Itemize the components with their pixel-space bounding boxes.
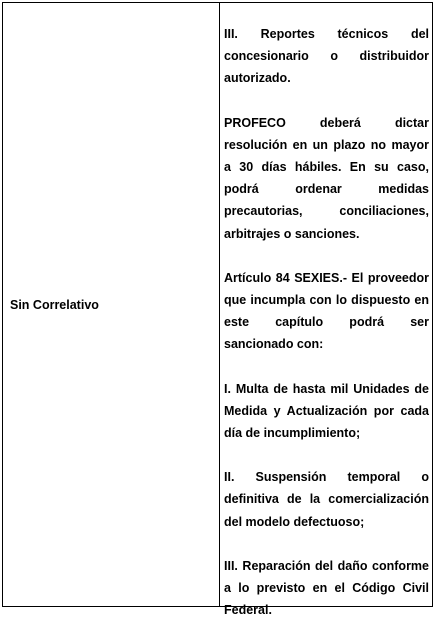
paragraph-multa: I. Multa de hasta mil Unidades de Medida y Actualización por cada día de incumplimiento; — [224, 381, 429, 441]
column-divider — [219, 3, 220, 606]
left-cell-text: Sin Correlativo — [10, 297, 99, 312]
comparison-table — [2, 2, 433, 618]
paragraph-profeco: PROFECO deberá dictar resolución en un plazo no mayor a 30 días hábiles. En su caso, podrá ordenar medidas precautorias, conciliaciones, arbitrajes o sanciones. — [224, 115, 429, 241]
paragraph-reparacion: III. Reparación del daño conforme a lo previsto en el Código Civil Federal. — [224, 558, 429, 618]
left-cell — [3, 3, 219, 606]
paragraph-reportes: III. Reportes técnicos del concesionario o distribuidor autorizado. — [224, 27, 429, 86]
paragraph-suspension: II. Suspensión temporal o definitiva de la comercialización del modelo defectuoso; — [224, 470, 429, 529]
right-cell — [224, 23, 429, 621]
paragraph-articulo-84-sexies: Artículo 84 SEXIES.- El proveedor que incumpla con lo dispuesto en este capítulo podrá ser sancionado con: — [224, 270, 429, 352]
